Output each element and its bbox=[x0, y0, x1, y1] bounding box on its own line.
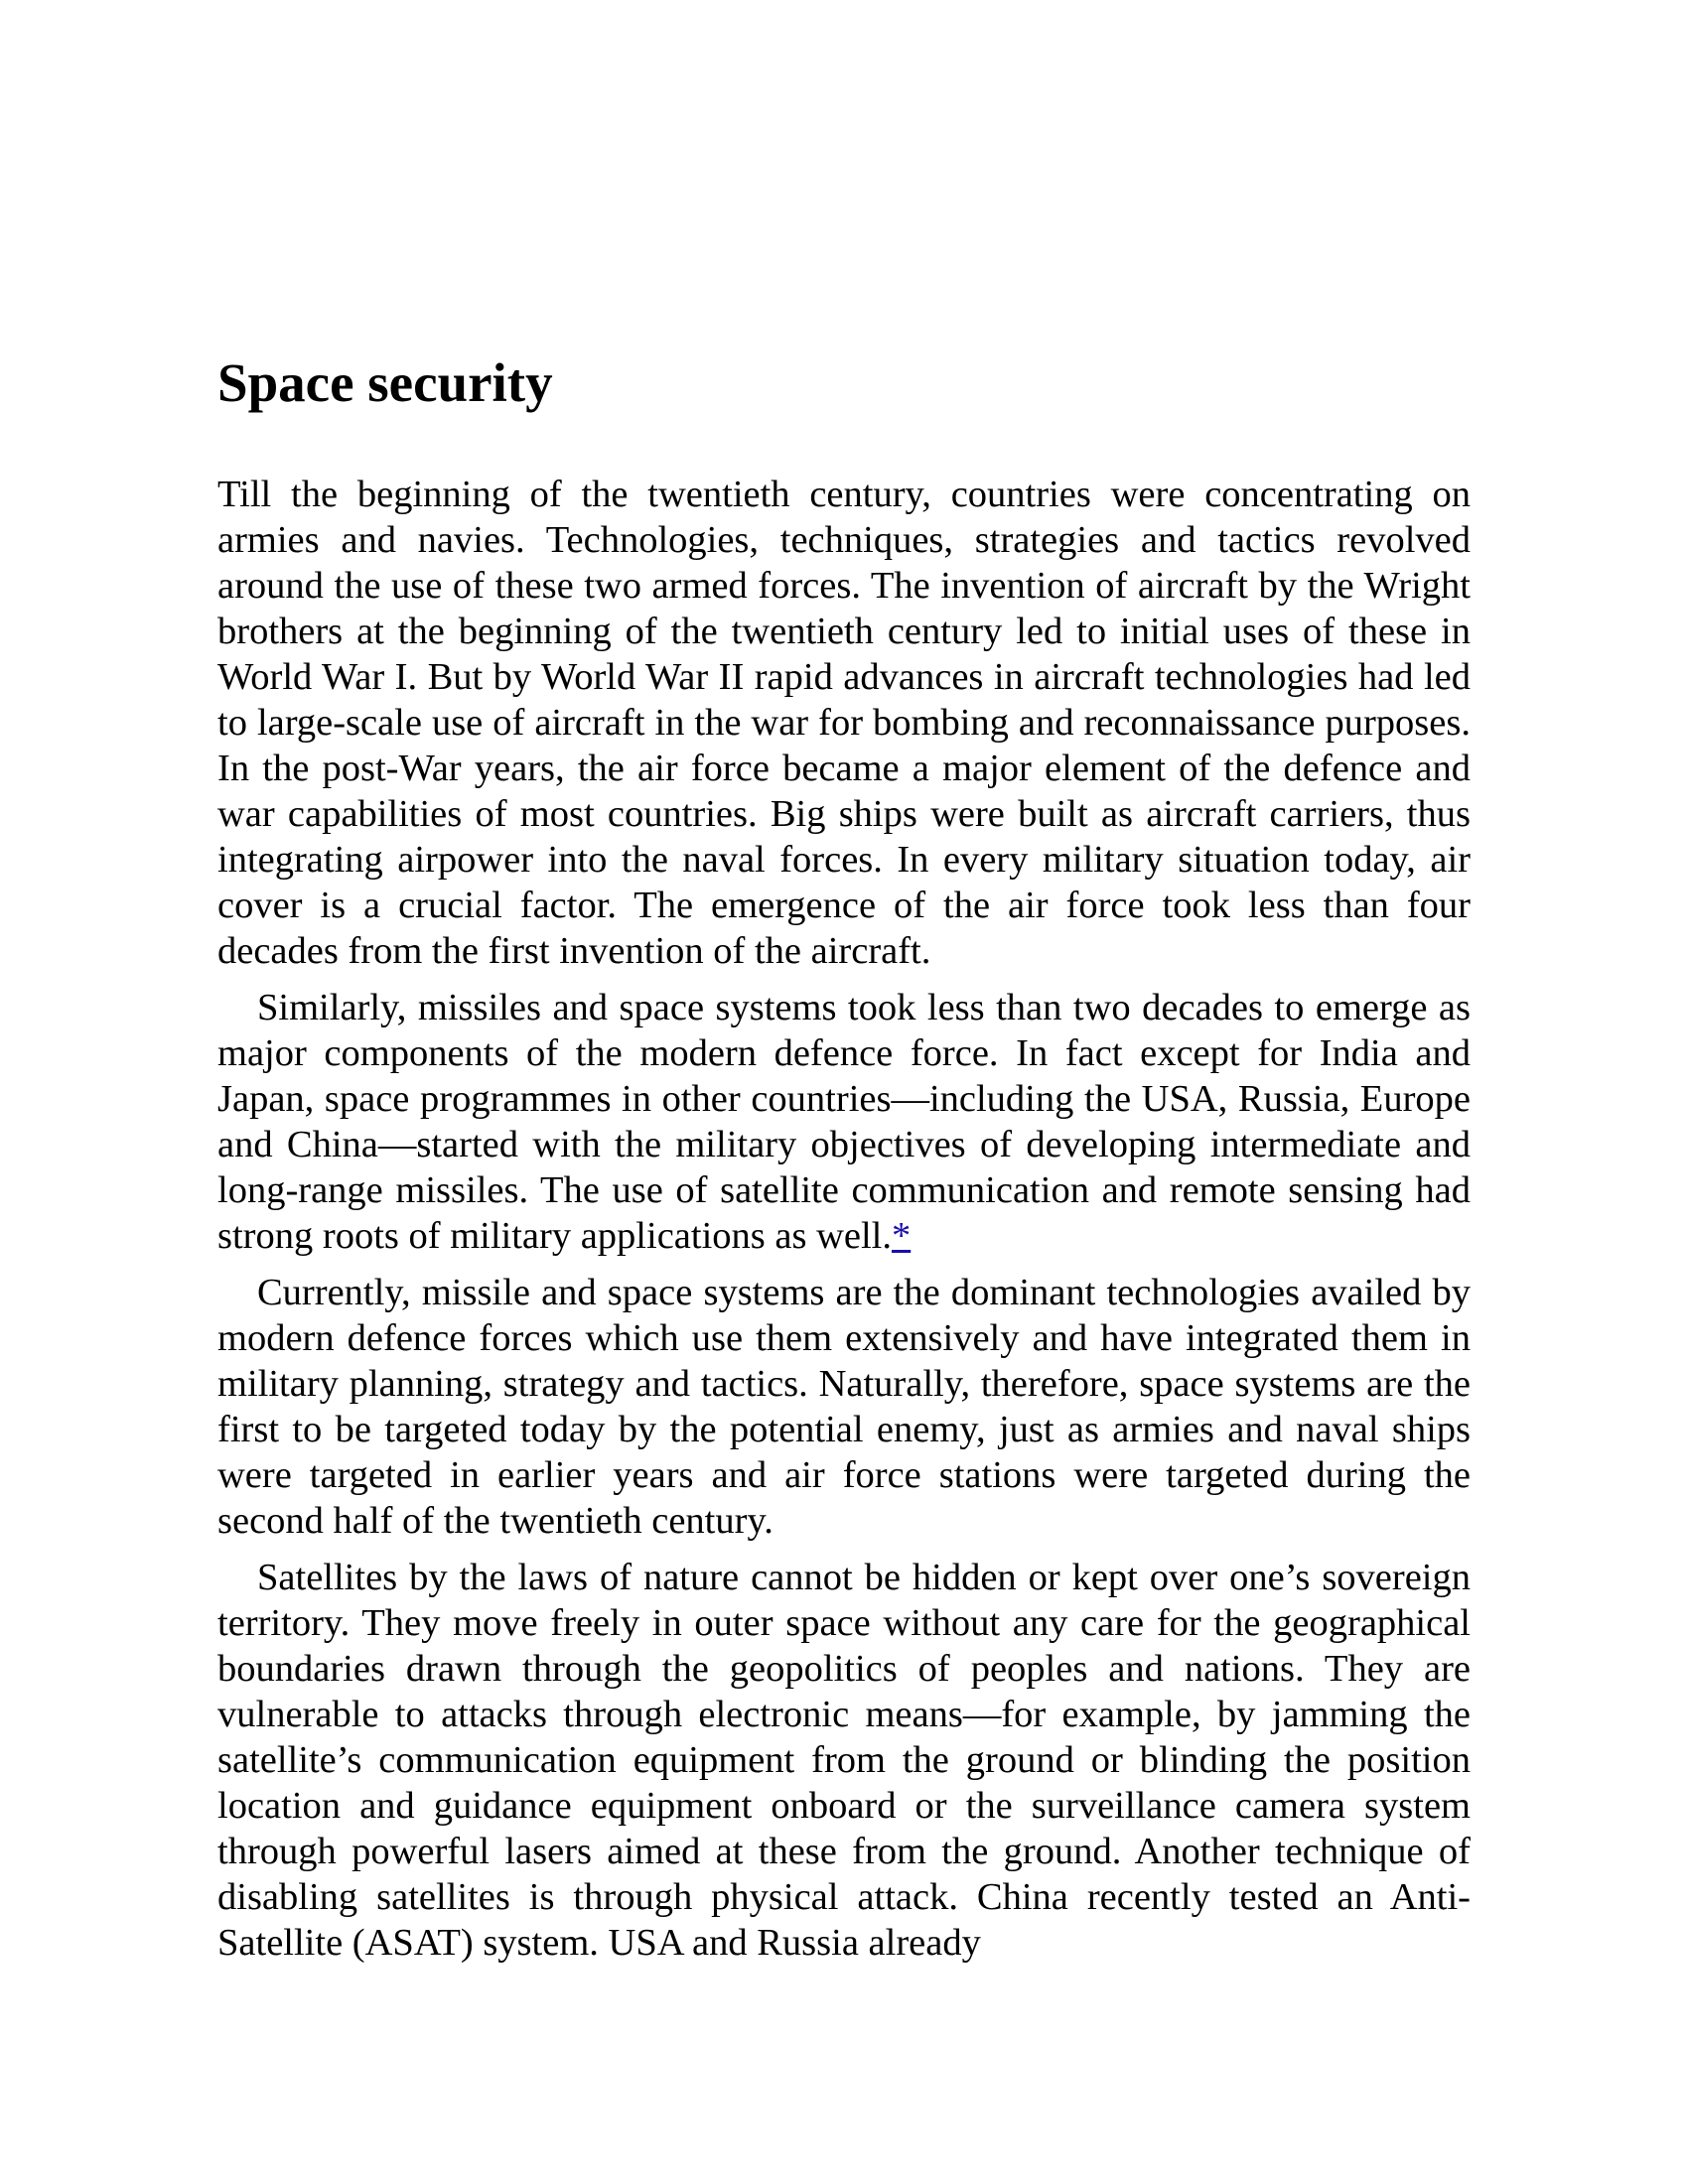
footnote-link[interactable]: * bbox=[891, 1214, 912, 1257]
paragraph-4: Satellites by the laws of nature cannot be hidden or kept over one’s sovereign territory. They move freely in outer space without any care for the geographical boundaries drawn through the geopolitics of peoples and nations. They are vulnerable to attacks through electronic means—for example, by jamming the satellite’s communication equipment from the ground or blinding the position location and guidance equipment onboard or the surveillance camera system through powerful lasers aimed at these from the ground. Another technique of disabling satellites is through physical attack. China recently tested an Anti-Satellite (ASAT) system. USA and Russia already bbox=[217, 1556, 1471, 1964]
paragraph-2-text: Similarly, missiles and space systems took less than two decades to emerge as major components of the modern defence force. In fact except for India and Japan, space programmes in other countries—including the USA, Russia, Europe and China—started with the military objectives of developing intermediate and long-range missiles. The use of satellite communication and remote sensing had strong roots of military applications as well. bbox=[217, 986, 1471, 1257]
section-heading: Space security bbox=[217, 352, 553, 413]
document-page bbox=[217, 353, 1471, 1977]
paragraph-1: Till the beginning of the twentieth century, countries were concentrating on armies and navies. Technologies, techniques, strategies and tactics revolved around the use of these two armed forces. The invention of aircraft by the Wright brothers at the beginning of the twentieth century led to initial uses of these in World War I. But by World War II rapid advances in aircraft technologies had led to large-scale use of aircraft in the war for bombing and reconnaissance purposes. In the post-War years, the air force became a major element of the defence and war capabilities of most countries. Big ships were built as aircraft carriers, thus integrating airpower into the naval forces. In every military situation today, air cover is a crucial factor. The emergence of the air force took less than four decades from the first invention of the aircraft. bbox=[217, 473, 1471, 972]
paragraph-2 bbox=[217, 985, 1471, 1259]
paragraph-3: Currently, missile and space systems are the dominant technologies availed by modern defence forces which use them extensively and have integrated them in military planning, strategy and tactics. Naturally, therefore, space systems are the first to be targeted today by the potential enemy, just as armies and naval ships were targeted in earlier years and air force stations were targeted during the second half of the twentieth century. bbox=[217, 1271, 1471, 1542]
